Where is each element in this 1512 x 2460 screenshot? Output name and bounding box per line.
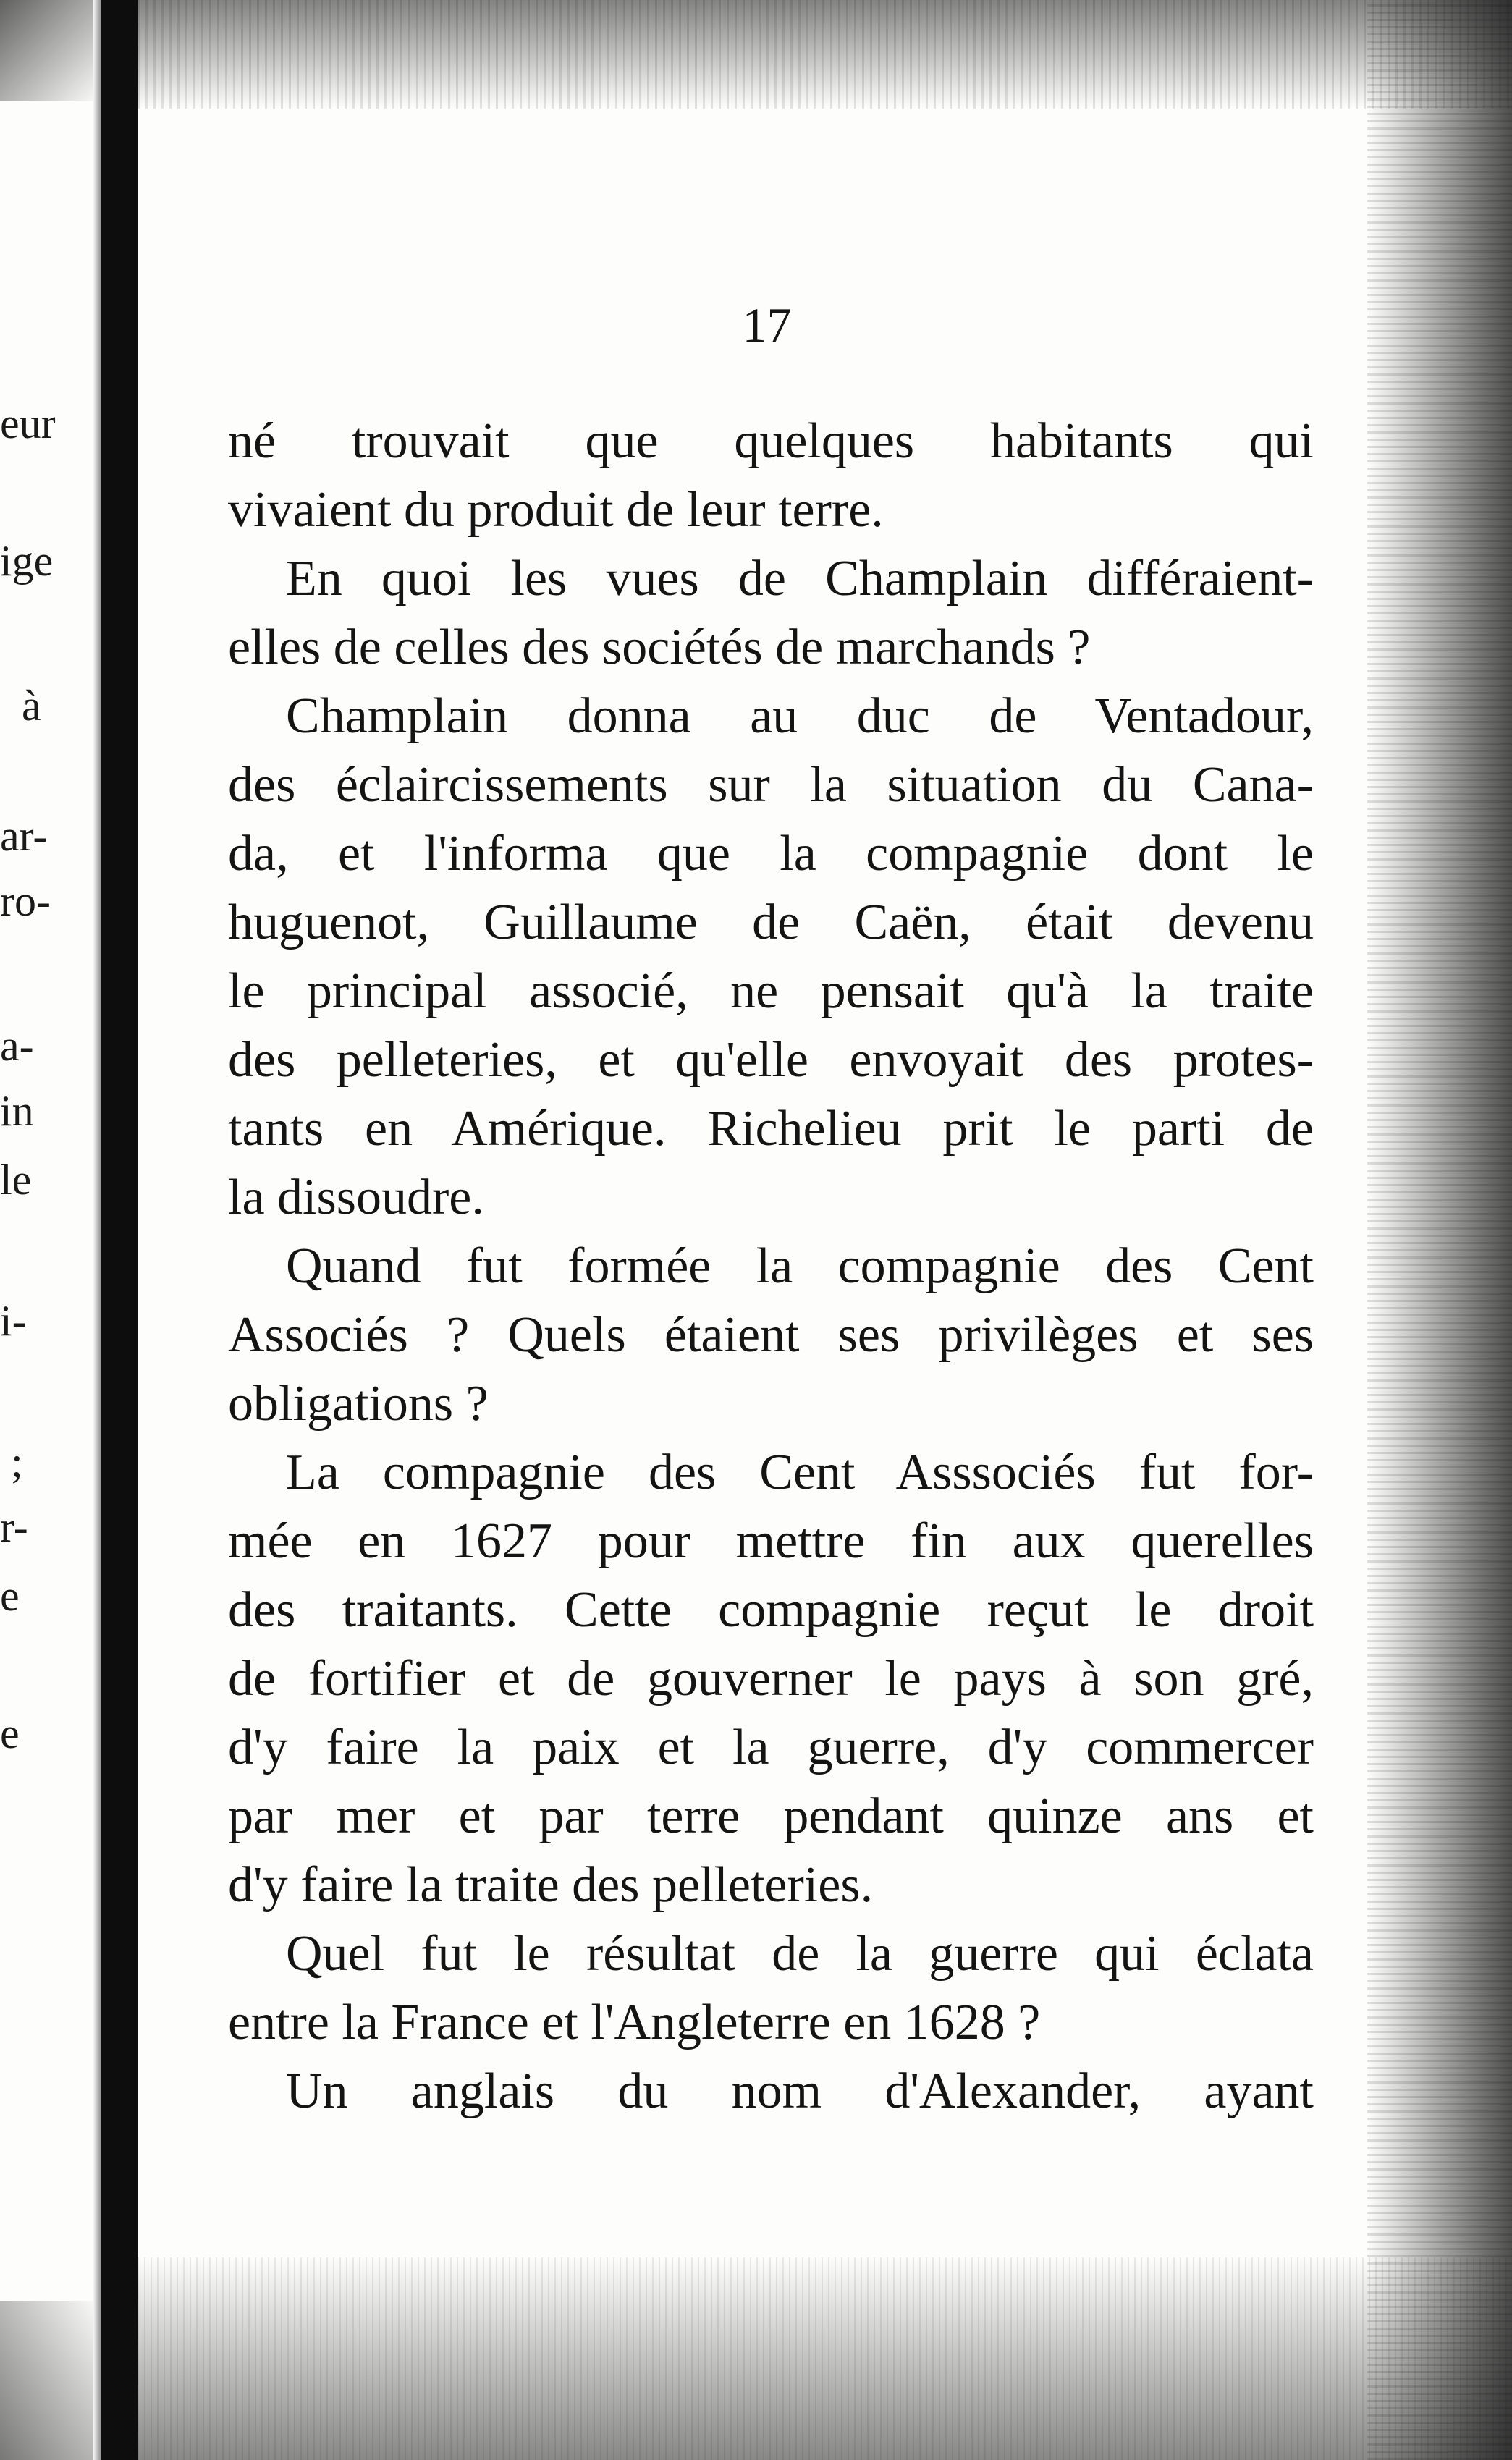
text-line: des éclaircissements sur la situation du Cana- <box>228 757 1314 813</box>
text-line: En quoi les vues de Champlain différaient- <box>286 551 1314 606</box>
body-text <box>228 407 1314 2126</box>
text-line: La compagnie des Cent Asssociés fut for- <box>286 1445 1314 1500</box>
text-line: né trouvait que quelques habitants qui <box>228 413 1314 469</box>
facing-fragment: r- <box>0 1503 28 1551</box>
page-number: 17 <box>742 297 792 352</box>
text-line: des traitants. Cette compagnie reçut le droit <box>228 1582 1314 1638</box>
text-line: la dissoudre. <box>228 1170 484 1225</box>
facing-page-margin <box>0 0 94 2460</box>
text-line: le principal associé, ne pensait qu'à la traite <box>228 963 1314 1019</box>
text-line: de fortifier et de gouverner le pays à son gré, <box>228 1651 1314 1707</box>
scan-noise-right <box>1367 0 1512 2460</box>
facing-fragment: le <box>0 1156 32 1204</box>
binding-gutter <box>101 0 138 2460</box>
text-line: da, et l'informa que la compagnie dont le <box>228 826 1314 882</box>
text-line: d'y faire la paix et la guerre, d'y commercer <box>228 1720 1314 1775</box>
text-line: obligations ? <box>228 1376 489 1432</box>
text-line: des pelleteries, et qu'elle envoyait des protes- <box>228 1032 1314 1088</box>
text-line: entre la France et l'Angleterre en 1628 ? <box>228 1995 1041 2050</box>
facing-fragment: in <box>0 1087 34 1135</box>
text-line: Un anglais du nom d'Alexander, ayant <box>286 2063 1314 2119</box>
scan-noise-bottom <box>138 2257 1512 2460</box>
facing-fragment: e <box>0 1709 20 1757</box>
text-line: huguenot, Guillaume de Caën, était devenu <box>228 895 1314 950</box>
text-line: Champlain donna au duc de Ventadour, <box>286 688 1314 744</box>
scan-noise-top <box>138 0 1512 109</box>
facing-fragment: i- <box>0 1297 27 1345</box>
facing-fragment: ro- <box>0 877 51 925</box>
text-line: Associés ? Quels étaient ses privilèges et ses <box>228 1307 1314 1363</box>
text-line: d'y faire la traite des pelleteries. <box>228 1857 874 1913</box>
text-line: tants en Amérique. Richelieu prit le parti de <box>228 1101 1314 1157</box>
text-line: vivaient du produit de leur terre. <box>228 482 884 538</box>
text-line: par mer et par terre pendant quinze ans et <box>228 1788 1314 1844</box>
facing-fragment: a- <box>0 1022 34 1070</box>
facing-fragment: eur <box>0 400 56 447</box>
facing-fragment: ar- <box>0 812 48 860</box>
text-line: Quand fut formée la compagnie des Cent <box>286 1238 1314 1294</box>
facing-fragment: ; <box>11 1438 23 1486</box>
facing-fragment: à <box>22 682 41 730</box>
text-line: elles de celles des sociétés de marchands ? <box>228 620 1091 675</box>
text-line: Quel fut le résultat de la guerre qui éclata <box>286 1926 1314 1982</box>
text-line: mée en 1627 pour mettre fin aux querelles <box>228 1513 1314 1569</box>
facing-fragment: e <box>0 1572 20 1620</box>
facing-fragment: ige <box>0 537 54 585</box>
